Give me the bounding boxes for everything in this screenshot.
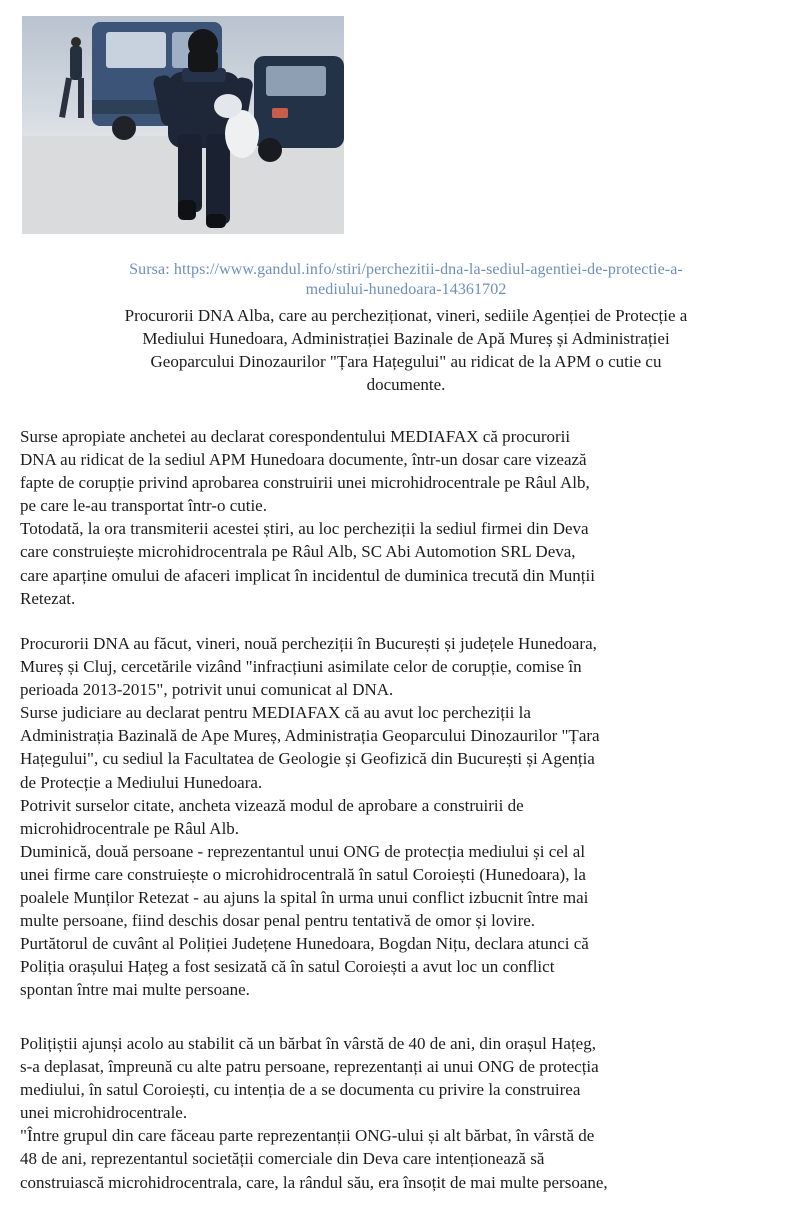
text-line: perioada 2013-2015", potrivit unui comunicat al DNA. [20,680,394,700]
text-line: Mureș și Cluj, cercetările vizând "infracțiuni asimilate celor de corupție, comise în [20,657,582,677]
text-line: DNA au ridicat de la sediul APM Hunedoara documente, într-un dosar care vizează [20,450,587,470]
text-line: mediului, în satul Coroiești, cu intenția de a se documenta cu privire la construirea [20,1080,581,1100]
article-paragraph-3 [20,1032,800,1194]
news-photo [22,16,344,234]
text-line: Surse judiciare au declarat pentru MEDIAFAX că au avut loc percheziții la [20,703,531,723]
lead-line: documente. [366,375,446,394]
lead-line: Procurorii DNA Alba, care au percheziționat, vineri, sediile Agenției de Protecție a [124,306,688,325]
text-line: Duminică, două persoane - reprezentantul unui ONG de protecția mediului și cel al [20,841,586,861]
text-line: "Între grupul din care făceau parte reprezentanții ONG-ului și alt bărbat, în vârstă de [20,1126,595,1146]
text-line: s-a deplasat, împreună cu alte patru persoane, reprezentanți ai unui ONG de protecția [20,1057,599,1077]
text-line: microhidrocentrale pe Râul Alb. [20,818,240,838]
article-paragraph-2 [20,632,800,1002]
text-line: unei microhidrocentrale. [20,1103,188,1123]
text-line: Procurorii DNA au făcut, vineri, nouă percheziții în București și județele Hunedoara, [20,634,597,653]
text-line: Poliția orașului Hațeg a fost sesizată că în satul Coroiești a avut loc un conflict [20,957,555,977]
text-line: Purtătorul de cuvânt al Poliției Județene Hunedoara, Bogdan Nițu, declara atunci că [20,934,589,954]
caption-line: Sursa: https://www.gandul.info/stiri/perchezitii-dna-la-sediul-agentiei-de-protectie-a- [129,261,683,278]
text-line: Administrația Bazinală de Ape Mureș, Administrația Geoparcului Dinozaurilor "Țara [20,726,600,746]
text-line: pe care le-au transportat într-o cutie. [20,496,267,516]
text-line: spontan între mai multe persoane. [20,980,250,1000]
article-paragraph-1 [20,425,800,610]
text-line: Hațegului", cu sediul la Facultatea de Geologie și Geofizică din București și Agenția [20,749,595,769]
text-line: care aparține omului de afaceri implicat în incidentul de duminica trecută din Munții [20,565,595,585]
text-line: Retezat. [20,588,76,608]
text-line: care construiește microhidrocentrala pe Râul Alb, SC Abi Automotion SRL Deva, [20,542,576,562]
text-line: Potrivit surselor citate, ancheta vizează modul de aprobare a construirii de [20,795,524,815]
text-line: unei firme care construiește o microhidrocentrală în satul Coroiești (Hunedoara), la [20,864,586,884]
text-line: poalele Munților Retezat - au ajuns la spital în urma unui conflict izbucnit între mai [20,888,589,908]
caption-line: mediului-hunedoara-14361702 [305,281,507,298]
text-line: construiască microhidrocentrala, care, la rândul său, era însoțit de mai multe persoane, [20,1172,608,1192]
text-line: 48 de ani, reprezentantul societății comerciale din Deva care intenționează să [20,1149,545,1169]
text-line: de Protecție a Mediului Hunedoara. [20,772,263,792]
text-line: fapte de corupție privind aprobarea construirii unei microhidrocentrale pe Râul Alb, [20,473,590,493]
lead-line: Geoparcului Dinozaurilor "Țara Hațegului" au ridicat de la APM o cutie cu [150,352,662,371]
photo-source-caption [0,260,812,300]
lead-paragraph [20,304,792,396]
police-officer-photo-icon [22,16,344,234]
text-line: Polițiștii ajunși acolo au stabilit că un bărbat în vârstă de 40 de ani, din orașul Hațeg, [20,1034,596,1053]
lead-line: Mediului Hunedoara, Administrației Bazinale de Apă Mureș și Administrației [142,329,670,348]
text-line: Totodată, la ora transmiterii acestei știri, au loc percheziții la sediul firmei din Deva [20,519,589,539]
text-line: Surse apropiate anchetei au declarat corespondentului MEDIAFAX că procurorii [20,427,571,446]
text-line: multe persoane, fiind deschis dosar penal pentru tentativă de omor și lovire. [20,911,536,931]
